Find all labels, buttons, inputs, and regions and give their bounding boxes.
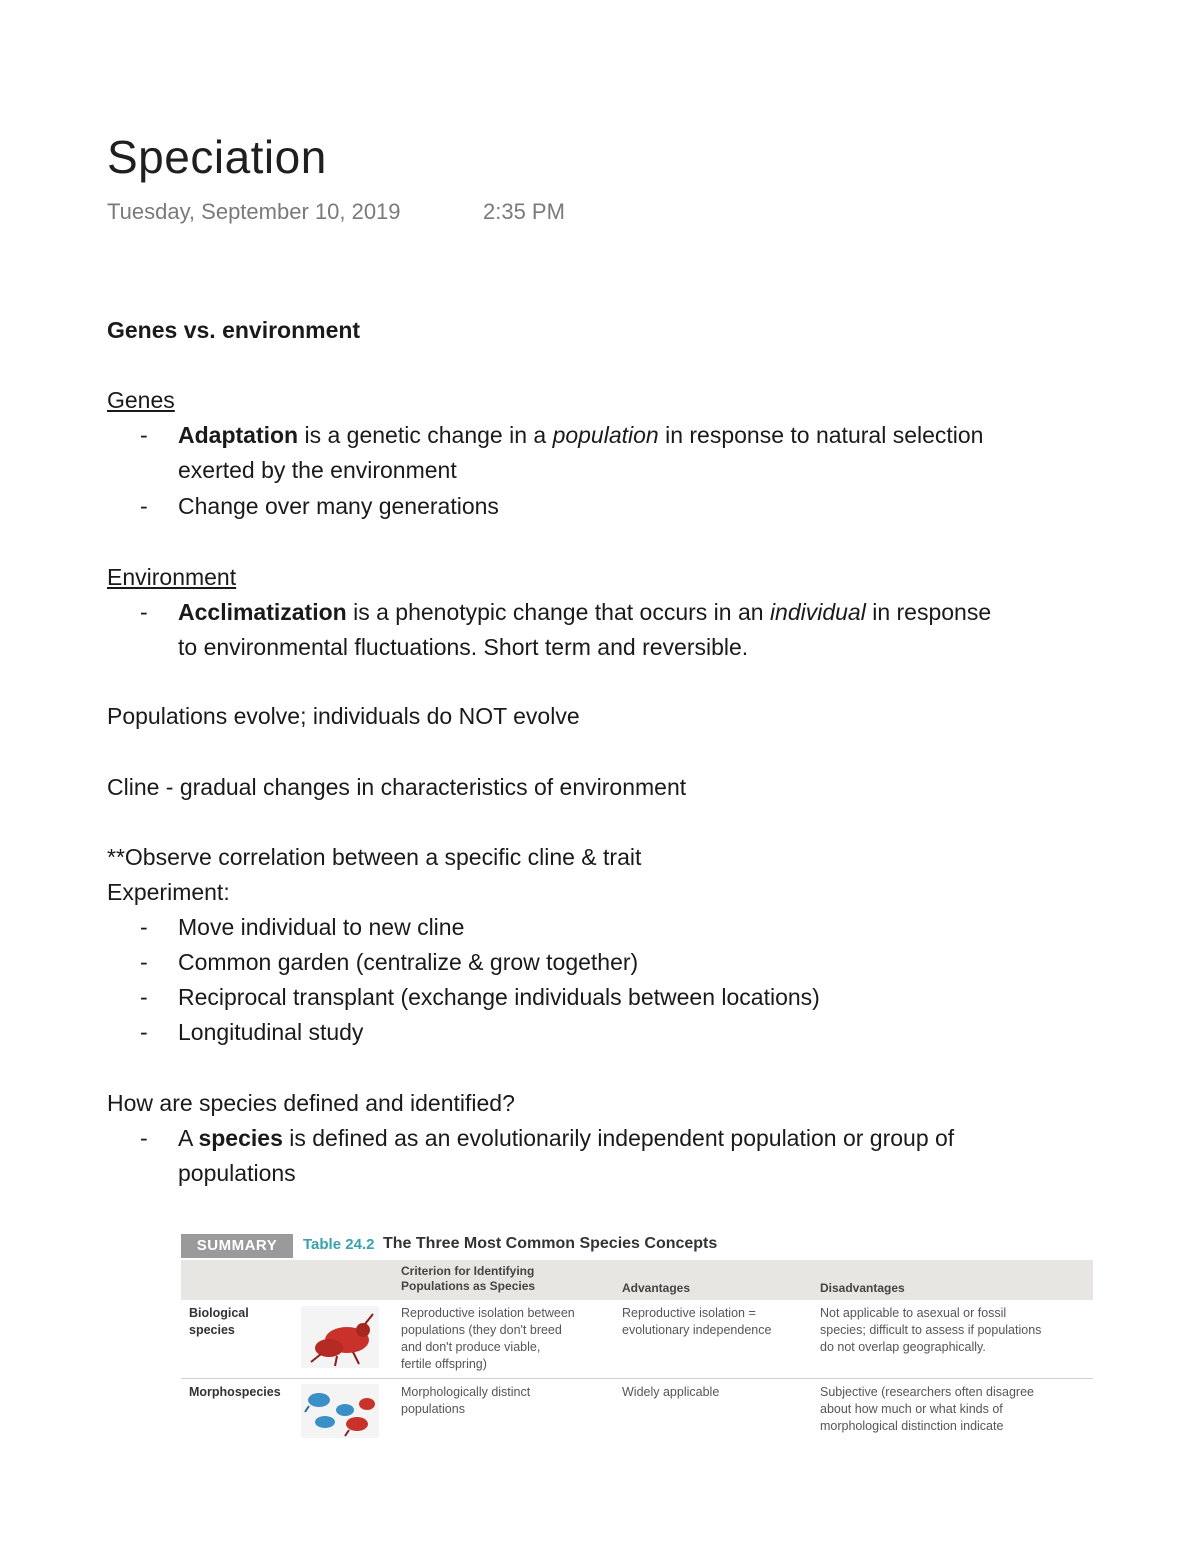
page-date: Tuesday, September 10, 2019 — [107, 199, 401, 224]
bullet-change-generations: Change over many generations — [178, 493, 499, 519]
term-individual: individual — [769, 599, 866, 625]
heading-environment: Environment — [107, 564, 237, 590]
heading-genes: Genes — [107, 387, 175, 413]
text-fragment: exerted by the environment — [178, 457, 457, 483]
experiment-item: Common garden (centralize & grow together) — [178, 949, 639, 975]
cell-morphospecies-disadvantages — [820, 1384, 1034, 1435]
cell-line: Morphologically distinct — [401, 1385, 531, 1399]
bullet-acclimatization — [178, 595, 1108, 665]
row-label-morphospecies: Morphospecies — [189, 1385, 281, 1399]
note-cline: Cline - gradual changes in characteristics of environment — [107, 774, 687, 800]
note-observe: **Observe correlation between a specific cline & trait — [107, 844, 642, 870]
cell-line: and don't produce viable, — [401, 1340, 541, 1354]
experiment-item: Reciprocal transplant (exchange individuals between locations) — [178, 984, 820, 1010]
row-divider — [181, 1378, 1093, 1379]
col-disadvantages: Disadvantages — [820, 1281, 905, 1295]
term-adaptation: Adaptation — [178, 422, 299, 448]
cell-line: evolutionary independence — [622, 1323, 772, 1337]
cell-morphospecies-advantages: Widely applicable — [622, 1385, 720, 1399]
bullet-marker: - — [140, 599, 148, 625]
cell-morphospecies-criterion — [401, 1384, 530, 1418]
experiment-item: Longitudinal study — [178, 1019, 364, 1045]
mixed-bugs-icon — [301, 1384, 379, 1438]
page-title: Speciation — [107, 131, 327, 183]
cell-line: morphological distinction indicate — [820, 1419, 1004, 1433]
text-fragment: populations — [178, 1160, 296, 1186]
row-label-line: species — [189, 1323, 235, 1337]
morphospecies-image — [301, 1384, 379, 1438]
cell-biological-criterion — [401, 1305, 575, 1373]
text-fragment: is defined as an evolutionarily independent population or group of — [282, 1125, 955, 1151]
cell-line: do not overlap geographically. — [820, 1340, 986, 1354]
note-experiment-label: Experiment: — [107, 879, 230, 905]
term-acclimatization: Acclimatization — [178, 599, 347, 625]
page-time: 2:35 PM — [483, 199, 565, 224]
text-fragment: is a genetic change in a — [298, 422, 553, 448]
bullet-marker: - — [140, 914, 148, 940]
experiment-item: Move individual to new cline — [178, 914, 465, 940]
page-dateline — [107, 199, 565, 225]
row-label-line: Biological — [189, 1306, 249, 1320]
col-advantages: Advantages — [622, 1281, 691, 1295]
table-title: The Three Most Common Species Concepts — [383, 1235, 718, 1252]
cell-line: Reproductive isolation = — [622, 1306, 756, 1320]
term-population: population — [552, 422, 659, 448]
bullet-marker: - — [140, 422, 148, 448]
bullet-marker: - — [140, 1125, 148, 1151]
cell-line: about how much or what kinds of — [820, 1402, 1003, 1416]
row-label-biological — [189, 1305, 249, 1339]
col-criterion — [401, 1264, 535, 1294]
heading-genes-vs-environment: Genes vs. environment — [107, 317, 361, 343]
text-fragment: in response — [865, 599, 992, 625]
note-question: How are species defined and identified? — [107, 1090, 515, 1116]
cell-biological-advantages — [622, 1305, 771, 1339]
cell-line: Not applicable to asexual or fossil — [820, 1306, 1007, 1320]
bullet-adaptation — [178, 418, 1108, 488]
cell-line: populations — [401, 1402, 465, 1416]
red-bugs-icon — [301, 1306, 379, 1368]
bullet-marker: - — [140, 1019, 148, 1045]
term-species: species — [198, 1125, 283, 1151]
bullet-species-definition — [178, 1121, 1108, 1191]
cell-line: Subjective (researchers often disagree — [820, 1385, 1035, 1399]
text-fragment: to environmental fluctuations. Short term and reversible. — [178, 634, 749, 660]
text-fragment: in response to natural selection — [658, 422, 984, 448]
cell-line: Reproductive isolation between — [401, 1306, 575, 1320]
cell-line: species; difficult to assess if populations — [820, 1323, 1042, 1337]
cell-line: populations (they don't breed — [401, 1323, 562, 1337]
species-concepts-table — [181, 1230, 1093, 1438]
text-fragment: is a phenotypic change that occurs in an — [346, 599, 770, 625]
bullet-marker: - — [140, 949, 148, 975]
bullet-marker: - — [140, 984, 148, 1010]
table-header-bar — [181, 1230, 1093, 1258]
note-populations: Populations evolve; individuals do NOT evolve — [107, 703, 580, 729]
col-criterion-line: Criterion for Identifying — [401, 1264, 535, 1278]
cell-biological-disadvantages — [820, 1305, 1041, 1356]
biological-species-image — [301, 1306, 379, 1368]
bullet-marker: - — [140, 493, 148, 519]
summary-badge: SUMMARY — [181, 1234, 293, 1258]
cell-line: fertile offspring) — [401, 1357, 487, 1371]
table-column-headers — [181, 1260, 1093, 1300]
table-number: Table 24.2 — [303, 1236, 375, 1253]
col-criterion-line: Populations as Species — [401, 1279, 536, 1293]
text-fragment: A — [178, 1125, 199, 1151]
